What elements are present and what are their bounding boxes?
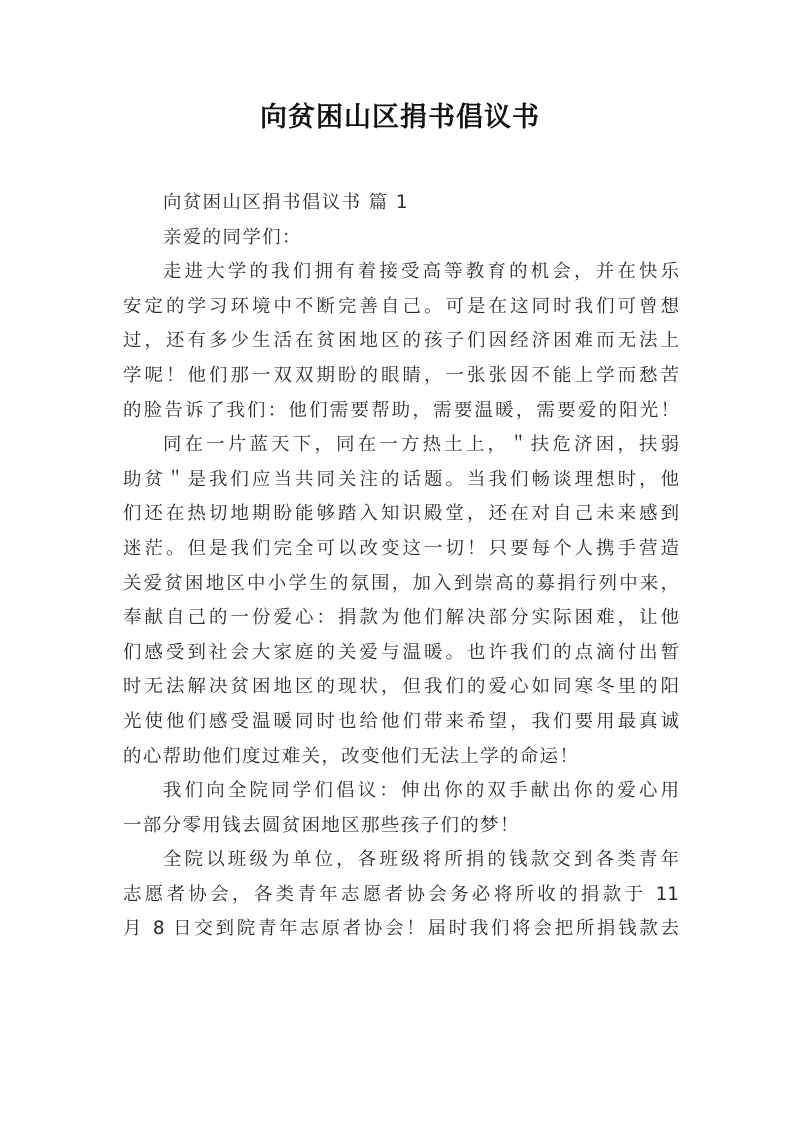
document-body xyxy=(123,186,679,947)
paragraph-line: 走进大学的我们拥有着接受高等教育的机会，并在快乐 xyxy=(163,261,679,283)
salutation-line: 亲爱的同学们： xyxy=(163,226,302,248)
paragraph-line: 助贫＂是我们应当共同关注的话题。当我们畅谈理想时，他 xyxy=(123,468,679,490)
paragraph-line: 的脸告诉了我们：他们需要帮助，需要温暖，需要爱的阳光！ xyxy=(123,399,679,421)
paragraph-line: 全院以班级为单位，各班级将所捐的钱款交到各类青年 xyxy=(163,849,679,871)
paragraph-line: 的心帮助他们度过难关，改变他们无法上学的命运！ xyxy=(123,745,580,767)
paragraph-line: 们还在热切地期盼能够踏入知识殿堂，还在对自己未来感到 xyxy=(123,503,679,525)
paragraph-line: 一部分零用钱去圆贫困地区那些孩子们的梦！ xyxy=(123,814,520,836)
paragraph-line: 时无法解决贫困地区的现状，但我们的爱心如同寒冬里的阳 xyxy=(123,676,679,698)
paragraph-line: 光使他们感受温暖同时也给他们带来希望，我们要用最真诚 xyxy=(123,710,679,732)
subtitle-line: 向贫困山区捐书倡议书 篇 1 xyxy=(163,192,409,213)
paragraph-line: 同在一片蓝天下，同在一方热土上，＂扶危济困，扶弱 xyxy=(163,434,679,456)
paragraph-line: 们感受到社会大家庭的关爱与温暖。也许我们的点滴付出暂 xyxy=(123,641,679,663)
paragraph-line: 奉献自己的一份爱心：捐款为他们解决部分实际困难，让他 xyxy=(123,607,679,629)
paragraph-line: 月 8 日交到院青年志原者协会！届时我们将会把所捐钱款去 xyxy=(123,918,679,940)
paragraph-line: 过，还有多少生活在贫困地区的孩子们因经济困难而无法上 xyxy=(123,330,679,352)
paragraph-line: 安定的学习环境中不断完善自己。可是在这同时我们可曾想 xyxy=(123,295,679,317)
paragraph-line: 关爱贫困地区中小学生的氛围，加入到崇高的募捐行列中来， xyxy=(123,572,679,594)
document-title: 向贫困山区捐书倡议书 xyxy=(260,102,540,133)
paragraph-line: 志愿者协会，各类青年志愿者协会务必将所收的捐款于 11 xyxy=(123,883,679,905)
paragraph-line: 迷茫。但是我们完全可以改变这一切！只要每个人携手营造 xyxy=(123,537,679,559)
paragraph-line: 我们向全院同学们倡议：伸出你的双手献出你的爱心用 xyxy=(163,780,679,802)
paragraph-line: 学呢！他们那一双双期盼的眼睛，一张张因不能上学而愁苦 xyxy=(123,364,679,386)
